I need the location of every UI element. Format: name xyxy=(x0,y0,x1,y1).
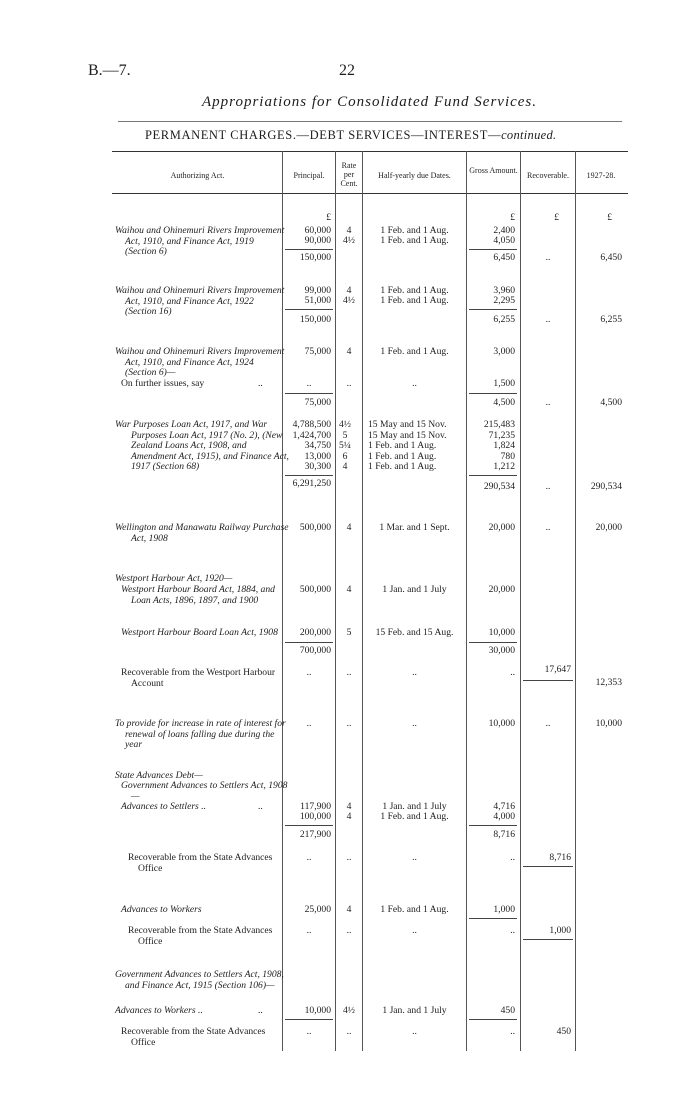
rate-dots: .. xyxy=(346,378,352,389)
dates-dots: .. xyxy=(412,718,417,729)
gross-value: 450 xyxy=(500,1005,515,1016)
gross-value: 4,000 xyxy=(493,811,515,822)
due-dates: 1 Feb. and 1 Aug. xyxy=(380,346,449,357)
principal-dots: .. xyxy=(306,852,312,863)
rate-value: 4 xyxy=(346,584,352,595)
principal-value: 30,300 xyxy=(304,461,331,472)
act-text: Westport Harbour Board Act, 1884, and Loan Acts, 1896, 1897, and 1900 xyxy=(121,584,275,606)
principal-value: 4,788,500 xyxy=(292,419,331,430)
rate-dots: .. xyxy=(346,718,352,729)
act-heading: State Advances Debt— xyxy=(115,770,203,781)
gross-value: 3,960 xyxy=(493,285,515,296)
header-year: 1927-28. xyxy=(586,171,616,180)
rate-value: 5 xyxy=(346,627,352,638)
principal-value: 200,000 xyxy=(299,627,331,638)
due-dates: 1 Feb. and 1 Aug. xyxy=(380,235,449,246)
rate-value: 4 xyxy=(346,801,352,812)
principal-dots: .. xyxy=(306,718,312,729)
currency-recoverable: £ xyxy=(554,212,559,223)
recoverable-text: Recoverable from the State Advances Office xyxy=(121,1026,266,1048)
table-top-rule xyxy=(112,151,628,152)
gross-value: 3,000 xyxy=(493,346,515,357)
rate-dots: .. xyxy=(346,925,352,936)
rate-value: 5 xyxy=(342,429,348,441)
dates-dots: .. xyxy=(412,925,417,936)
gross-dots: .. xyxy=(510,1026,515,1037)
due-dates: 15 May and 15 Nov. xyxy=(368,429,447,441)
gross-dots: .. xyxy=(510,852,515,863)
gross-value: 780 xyxy=(500,450,515,462)
act-text: To provide for increase in rate of interest for renewal of loans falling due during the year xyxy=(115,718,286,750)
due-dates: 15 Feb. and 15 Aug. xyxy=(375,627,454,638)
net-value: 10,000 xyxy=(595,718,622,729)
due-dates: 1 Jan. and 1 July xyxy=(382,801,447,812)
gross-total: 4,500 xyxy=(493,397,515,408)
sum-rule xyxy=(285,249,333,250)
rate-value: 4½ xyxy=(343,235,355,246)
principal-total: 6,291,250 xyxy=(292,478,331,489)
leader-dots: .. xyxy=(258,801,263,812)
net-value: 12,353 xyxy=(595,677,622,688)
principal-value: 75,000 xyxy=(304,346,331,357)
act-text: War Purposes Loan Act, 1917, and War Purposes Loan Act, 1917 (No. 2), (New Zealand Loans Act, 1908, and Amendment Act, 1915), and Finance Act, 1917 (Section 68) xyxy=(115,419,289,472)
due-dates: 1 Feb. and 1 Aug. xyxy=(368,450,437,462)
due-dates: 15 May and 15 Nov. xyxy=(368,419,447,430)
act-subheading: Government Advances to Settlers Act, 1908— xyxy=(121,780,288,802)
principal-value: 25,000 xyxy=(304,904,331,915)
sum-rule xyxy=(469,249,517,250)
gross-value: 10,000 xyxy=(488,627,515,638)
due-dates: 1 Feb. and 1 Aug. xyxy=(368,461,437,472)
further-issues-label: On further issues, say xyxy=(121,378,205,389)
recoverable-value: .. xyxy=(545,522,551,533)
sum-rule xyxy=(285,475,333,476)
recoverable-text: Recoverable from the Westport Harbour Account xyxy=(121,667,276,689)
due-dates: 1 Feb. and 1 Aug. xyxy=(380,811,449,822)
due-dates: 1 Feb. and 1 Aug. xyxy=(380,295,449,306)
net-value: 6,255 xyxy=(600,314,622,325)
document-reference: B.—7. xyxy=(88,62,131,79)
due-dates: 1 Feb. and 1 Aug. xyxy=(380,285,449,296)
act-text: Waihou and Ohinemuri Rivers Improvement Act, 1910, and Finance Act, 1924 (Section 6)— xyxy=(115,346,285,378)
net-value: 20,000 xyxy=(595,522,622,533)
principal-value: 500,000 xyxy=(299,522,331,533)
rate-value: 4½ xyxy=(343,1005,355,1016)
principal-value: 99,000 xyxy=(304,285,331,296)
gross-dots: .. xyxy=(510,925,515,936)
sum-rule xyxy=(469,825,517,826)
sum-rule xyxy=(285,393,333,394)
principal-total: 700,000 xyxy=(299,645,331,656)
gross-value: 1,212 xyxy=(493,461,515,472)
principal-value: 90,000 xyxy=(304,235,331,246)
advances-to-settlers-label: Advances to Settlers .. xyxy=(121,801,206,812)
principal-value: 51,000 xyxy=(304,295,331,306)
rate-value: 4½ xyxy=(343,295,355,306)
principal-dots: .. xyxy=(306,378,312,389)
act-heading: Westport Harbour Act, 1920— xyxy=(115,573,233,584)
sum-rule xyxy=(285,642,333,643)
gross-total: 8,716 xyxy=(493,829,515,840)
further-gross: 1,500 xyxy=(493,378,515,389)
dates-dots: .. xyxy=(412,667,417,678)
recoverable-text: Recoverable from the State Advances Office xyxy=(128,925,273,947)
act-text: Waihou and Ohinemuri Rivers Improvement Act, 1910, and Finance Act, 1919 (Section 6) xyxy=(115,225,285,257)
due-dates: 1 Jan. and 1 July xyxy=(382,584,447,595)
recoverable-value: 8,716 xyxy=(549,852,571,863)
gross-value: 4,716 xyxy=(493,801,515,812)
sum-rule xyxy=(469,918,517,919)
sum-rule xyxy=(523,866,573,867)
principal-total: 150,000 xyxy=(299,314,331,325)
rate-value: 4 xyxy=(342,461,348,472)
sum-rule xyxy=(469,393,517,394)
rate-dots: .. xyxy=(346,852,352,863)
due-dates: 1 Mar. and 1 Sept. xyxy=(379,522,450,533)
gross-total: 30,000 xyxy=(488,645,515,656)
principal-value: 10,000 xyxy=(304,1005,331,1016)
principal-total: 150,000 xyxy=(299,252,331,263)
dates-dots: .. xyxy=(412,1026,417,1037)
dates-dots: .. xyxy=(412,852,417,863)
act-text: Advances to Workers xyxy=(121,904,202,915)
sum-rule xyxy=(523,680,573,681)
header-gross: Gross Amount. xyxy=(469,166,518,175)
gross-dots: .. xyxy=(510,667,515,678)
principal-value: 100,000 xyxy=(299,811,331,822)
rate-dots: .. xyxy=(346,1026,352,1037)
gross-value: 10,000 xyxy=(488,718,515,729)
gross-value: 71,235 xyxy=(488,429,515,441)
recoverable-value: 17,647 xyxy=(544,664,571,675)
act-text: Waihou and Ohinemuri Rivers Improvement Act, 1910, and Finance Act, 1922 (Section 16) xyxy=(115,285,285,317)
recoverable-value: .. xyxy=(545,252,551,263)
gross-value: 215,483 xyxy=(483,419,515,430)
sum-rule xyxy=(469,475,517,476)
section-subtitle: PERMANENT CHARGES.—DEBT SERVICES—INTEREST—continued. xyxy=(145,128,557,142)
gross-total: 6,450 xyxy=(493,252,515,263)
table-header-rule xyxy=(112,193,628,194)
rate-value: 4 xyxy=(346,285,352,296)
recoverable-text: Recoverable from the State Advances Office xyxy=(128,852,273,874)
rate-value: 4 xyxy=(346,346,352,357)
header-rate: Rate per Cent. xyxy=(340,161,358,188)
page-number: 22 xyxy=(339,62,355,79)
col-divider-5 xyxy=(520,151,521,1051)
sum-rule xyxy=(469,309,517,310)
col-divider-6 xyxy=(575,151,576,1051)
principal-dots: .. xyxy=(306,1026,312,1037)
recoverable-value: .. xyxy=(545,397,551,408)
sum-rule xyxy=(523,939,573,940)
rate-value: 5¼ xyxy=(339,440,351,451)
net-value: 290,534 xyxy=(590,481,622,492)
rate-value: 4½ xyxy=(339,419,351,430)
gross-total: 6,255 xyxy=(493,314,515,325)
principal-total: 217,900 xyxy=(299,829,331,840)
gross-value: 4,050 xyxy=(493,235,515,246)
header-recoverable: Recoverable. xyxy=(527,171,569,180)
gross-total: 290,534 xyxy=(483,481,515,492)
header-authorizing-act: Authorizing Act. xyxy=(170,171,225,180)
page-title: Appropriations for Consolidated Fund Services. xyxy=(202,94,538,110)
rate-value: 4 xyxy=(346,811,352,822)
recoverable-value: 1,000 xyxy=(549,925,571,936)
net-value: 4,500 xyxy=(600,397,622,408)
recoverable-value: .. xyxy=(545,718,551,729)
due-dates: 1 Jan. and 1 July xyxy=(382,1005,447,1016)
currency-gross: £ xyxy=(510,212,515,223)
principal-total: 75,000 xyxy=(304,397,331,408)
principal-value: 60,000 xyxy=(304,225,331,236)
gross-value: 2,400 xyxy=(493,225,515,236)
sum-rule xyxy=(285,1019,333,1020)
leader-dots: .. xyxy=(258,1005,263,1016)
rate-value: 6 xyxy=(342,450,348,462)
header-dates: Half-yearly due Dates. xyxy=(378,171,451,180)
rate-value: 4 xyxy=(346,522,352,533)
title-rule xyxy=(118,121,622,122)
due-dates: 1 Feb. and 1 Aug. xyxy=(380,225,449,236)
sum-rule xyxy=(469,1019,517,1020)
principal-value: 13,000 xyxy=(304,450,331,462)
gross-value: 2,295 xyxy=(493,295,515,306)
recoverable-value: 450 xyxy=(556,1026,571,1037)
principal-dots: .. xyxy=(306,667,312,678)
rate-value: 4 xyxy=(346,904,352,915)
gross-value: 1,824 xyxy=(493,440,515,451)
gross-value: 20,000 xyxy=(488,584,515,595)
advances-to-workers-label: Advances to Workers .. xyxy=(115,1005,203,1016)
currency-year: £ xyxy=(607,212,612,223)
currency-principal: £ xyxy=(326,212,331,223)
principal-dots: .. xyxy=(306,925,312,936)
recoverable-value: .. xyxy=(545,481,551,492)
gross-value: 1,000 xyxy=(493,904,515,915)
recoverable-value: .. xyxy=(545,314,551,325)
principal-value: 34,750 xyxy=(304,440,331,451)
net-value: 6,450 xyxy=(600,252,622,263)
sum-rule xyxy=(285,825,333,826)
principal-value: 500,000 xyxy=(299,584,331,595)
gross-value: 20,000 xyxy=(488,522,515,533)
act-text: Westport Harbour Board Loan Act, 1908 xyxy=(121,627,278,638)
principal-value: 117,900 xyxy=(300,801,331,812)
principal-value: 1,424,700 xyxy=(292,429,331,441)
rate-value: 4 xyxy=(346,225,352,236)
sum-rule xyxy=(469,642,517,643)
act-text: Government Advances to Settlers Act, 1908, and Finance Act, 1915 (Section 106)— xyxy=(115,969,284,991)
due-dates: 1 Feb. and 1 Aug. xyxy=(380,904,449,915)
leader-dots: .. xyxy=(258,378,263,389)
header-principal: Principal. xyxy=(293,171,325,180)
dates-dots: .. xyxy=(412,378,417,389)
sum-rule xyxy=(285,309,333,310)
rate-dots: .. xyxy=(346,667,352,678)
due-dates: 1 Feb. and 1 Aug. xyxy=(368,440,437,451)
act-text: Wellington and Manawatu Railway Purchase Act, 1908 xyxy=(115,522,289,544)
